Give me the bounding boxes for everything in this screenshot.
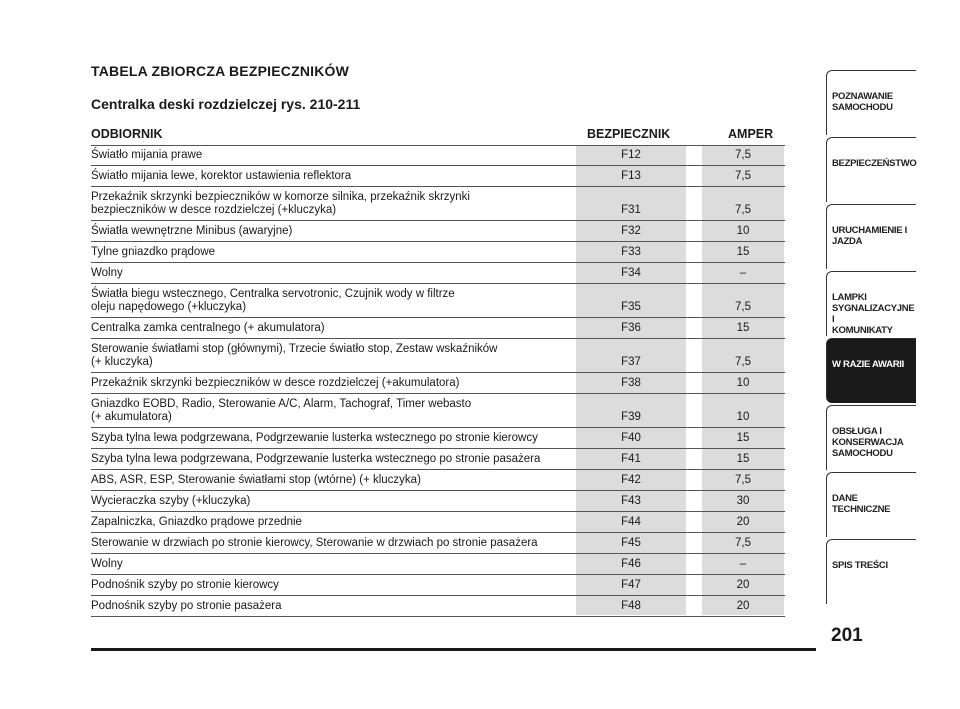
cell-consumer: Gniazdko EOBD, Radio, Sterowanie A/C, Alarm, Tachograf, Timer webasto (+ akumulatora) xyxy=(91,398,472,423)
cell-consumer: Wycieraczka szyby (+kluczyka) xyxy=(91,495,251,507)
cell-consumer: Sterowanie światłami stop (głównymi), Trzecie światło stop, Zestaw wskaźników (+ kluczyka) xyxy=(91,343,498,368)
table-row xyxy=(91,263,785,284)
cell-amp: 20 xyxy=(736,516,750,528)
cell-amp: 7,5 xyxy=(735,537,751,549)
cell-fuse: F31 xyxy=(621,204,641,216)
cell-fuse: F38 xyxy=(621,377,641,389)
cell-amp: 30 xyxy=(736,495,750,507)
cell-fuse: F45 xyxy=(621,537,641,549)
sidebar-tab-label: LAMPKI SYGNALIZACYJNE I KOMUNIKATY xyxy=(832,292,915,336)
column-header-fuse: BEZPIECZNIK xyxy=(587,127,671,141)
sidebar-tab[interactable] xyxy=(826,137,916,202)
cell-fuse: F46 xyxy=(621,558,641,570)
cell-consumer: Sterowanie w drzwiach po stronie kierowcy, Sterowanie w drzwiach po stronie pasażera xyxy=(91,537,538,549)
cell-consumer: Wolny xyxy=(91,267,123,279)
table-row xyxy=(91,221,785,242)
cell-consumer: Tylne gniazdko prądowe xyxy=(91,246,216,258)
page-title: TABELA ZBIORCZA BEZPIECZNIKÓW xyxy=(91,63,350,79)
table-row xyxy=(91,187,785,221)
cell-fuse: F48 xyxy=(621,600,641,612)
table-body xyxy=(91,145,785,617)
table-row xyxy=(91,166,785,187)
sidebar-tab[interactable] xyxy=(826,70,916,135)
cell-fuse: F34 xyxy=(621,267,641,279)
section-sidebar xyxy=(826,70,916,606)
cell-consumer: Światła wewnętrzne Minibus (awaryjne) xyxy=(91,225,293,237)
cell-fuse: F37 xyxy=(621,356,641,368)
column-header-consumer: ODBIORNIK xyxy=(91,127,163,141)
page-subtitle: Centralka deski rozdzielczej rys. 210-211 xyxy=(91,96,361,112)
sidebar-tab-label: URUCHAMIENIE I JAZDA xyxy=(832,225,907,247)
sidebar-tab[interactable] xyxy=(826,204,916,269)
cell-fuse: F44 xyxy=(621,516,641,528)
table-header xyxy=(91,125,785,145)
cell-fuse: F32 xyxy=(621,225,641,237)
cell-amp: 15 xyxy=(736,453,750,465)
cell-consumer: Przekaźnik skrzynki bezpieczników w desce rozdzielczej (+akumulatora) xyxy=(91,377,460,389)
cell-fuse: F47 xyxy=(621,579,641,591)
table-row xyxy=(91,242,785,263)
cell-amp: 10 xyxy=(736,377,750,389)
cell-fuse: F36 xyxy=(621,322,641,334)
cell-fuse: F40 xyxy=(621,432,641,444)
cell-amp: 7,5 xyxy=(735,170,751,182)
cell-amp: 7,5 xyxy=(735,149,751,161)
cell-consumer: Podnośnik szyby po stronie pasażera xyxy=(91,600,282,612)
table-row xyxy=(91,318,785,339)
table-row xyxy=(91,428,785,449)
cell-amp: 15 xyxy=(736,322,750,334)
cell-amp: – xyxy=(739,558,747,570)
cell-amp: 15 xyxy=(736,432,750,444)
cell-consumer: Światło mijania lewe, korektor ustawienia reflektora xyxy=(91,170,352,182)
sidebar-tab-label: BEZPIECZEŃSTWO xyxy=(832,158,917,169)
cell-consumer: Centralka zamka centralnego (+ akumulatora) xyxy=(91,322,325,334)
sidebar-tab[interactable] xyxy=(826,539,916,604)
sidebar-tab-label: DANE TECHNICZNE xyxy=(832,493,891,515)
cell-consumer: Podnośnik szyby po stronie kierowcy xyxy=(91,579,279,591)
cell-amp: 10 xyxy=(736,225,750,237)
cell-consumer: Światła biegu wstecznego, Centralka servotronic, Czujnik wody w filtrze oleju napędowego (+kluczyka) xyxy=(91,288,455,313)
cell-fuse: F33 xyxy=(621,246,641,258)
cell-amp: 10 xyxy=(736,411,750,423)
column-header-amp: AMPER xyxy=(728,127,774,141)
page-number: 201 xyxy=(831,625,863,646)
sidebar-tab[interactable] xyxy=(826,271,916,336)
table-row xyxy=(91,145,785,166)
table-row xyxy=(91,512,785,533)
cell-consumer: Przekaźnik skrzynki bezpieczników w komorze silnika, przekaźnik skrzynki bezpieczników w desce rozdzielczej (+kluczyka) xyxy=(91,191,470,216)
table-row xyxy=(91,554,785,575)
table-row xyxy=(91,394,785,428)
cell-amp: 20 xyxy=(736,579,750,591)
sidebar-tab-label: SPIS TREŚCI xyxy=(832,560,888,571)
cell-amp: 7,5 xyxy=(735,474,751,486)
sidebar-tab-label: W RAZIE AWARII xyxy=(832,359,904,370)
cell-consumer: Zapalniczka, Gniazdko prądowe przednie xyxy=(91,516,302,528)
cell-amp: 7,5 xyxy=(735,204,751,216)
cell-consumer: Szyba tylna lewa podgrzewana, Podgrzewanie lusterka wstecznego po stronie pasażera xyxy=(91,453,541,465)
table-row xyxy=(91,373,785,394)
cell-consumer: ABS, ASR, ESP, Sterowanie światłami stop (wtórne) (+ kluczyka) xyxy=(91,474,421,486)
cell-amp: – xyxy=(739,267,747,279)
cell-consumer: Wolny xyxy=(91,558,123,570)
table-row xyxy=(91,596,785,617)
cell-fuse: F35 xyxy=(621,301,641,313)
table-row xyxy=(91,449,785,470)
cell-fuse: F13 xyxy=(621,170,641,182)
table-row xyxy=(91,575,785,596)
cell-fuse: F39 xyxy=(621,411,641,423)
cell-consumer: Światło mijania prawe xyxy=(91,149,203,161)
cell-amp: 20 xyxy=(736,600,750,612)
table-row xyxy=(91,470,785,491)
bottom-rule xyxy=(91,648,816,651)
table-row xyxy=(91,533,785,554)
sidebar-tab[interactable] xyxy=(826,405,916,470)
fuse-table xyxy=(91,125,785,617)
cell-amp: 7,5 xyxy=(735,301,751,313)
table-row xyxy=(91,284,785,318)
cell-fuse: F43 xyxy=(621,495,641,507)
sidebar-tab-label: POZNAWANIE SAMOCHODU xyxy=(832,91,893,113)
sidebar-tab[interactable] xyxy=(826,338,916,403)
cell-amp: 15 xyxy=(736,246,750,258)
cell-fuse: F42 xyxy=(621,474,641,486)
sidebar-tab-label: OBSŁUGA I KONSERWACJA SAMOCHODU xyxy=(832,426,904,459)
table-row xyxy=(91,339,785,373)
sidebar-tab[interactable] xyxy=(826,472,916,537)
cell-consumer: Szyba tylna lewa podgrzewana, Podgrzewanie lusterka wstecznego po stronie kierowcy xyxy=(91,432,538,444)
cell-fuse: F12 xyxy=(621,149,641,161)
cell-fuse: F41 xyxy=(621,453,641,465)
table-row xyxy=(91,491,785,512)
cell-amp: 7,5 xyxy=(735,356,751,368)
